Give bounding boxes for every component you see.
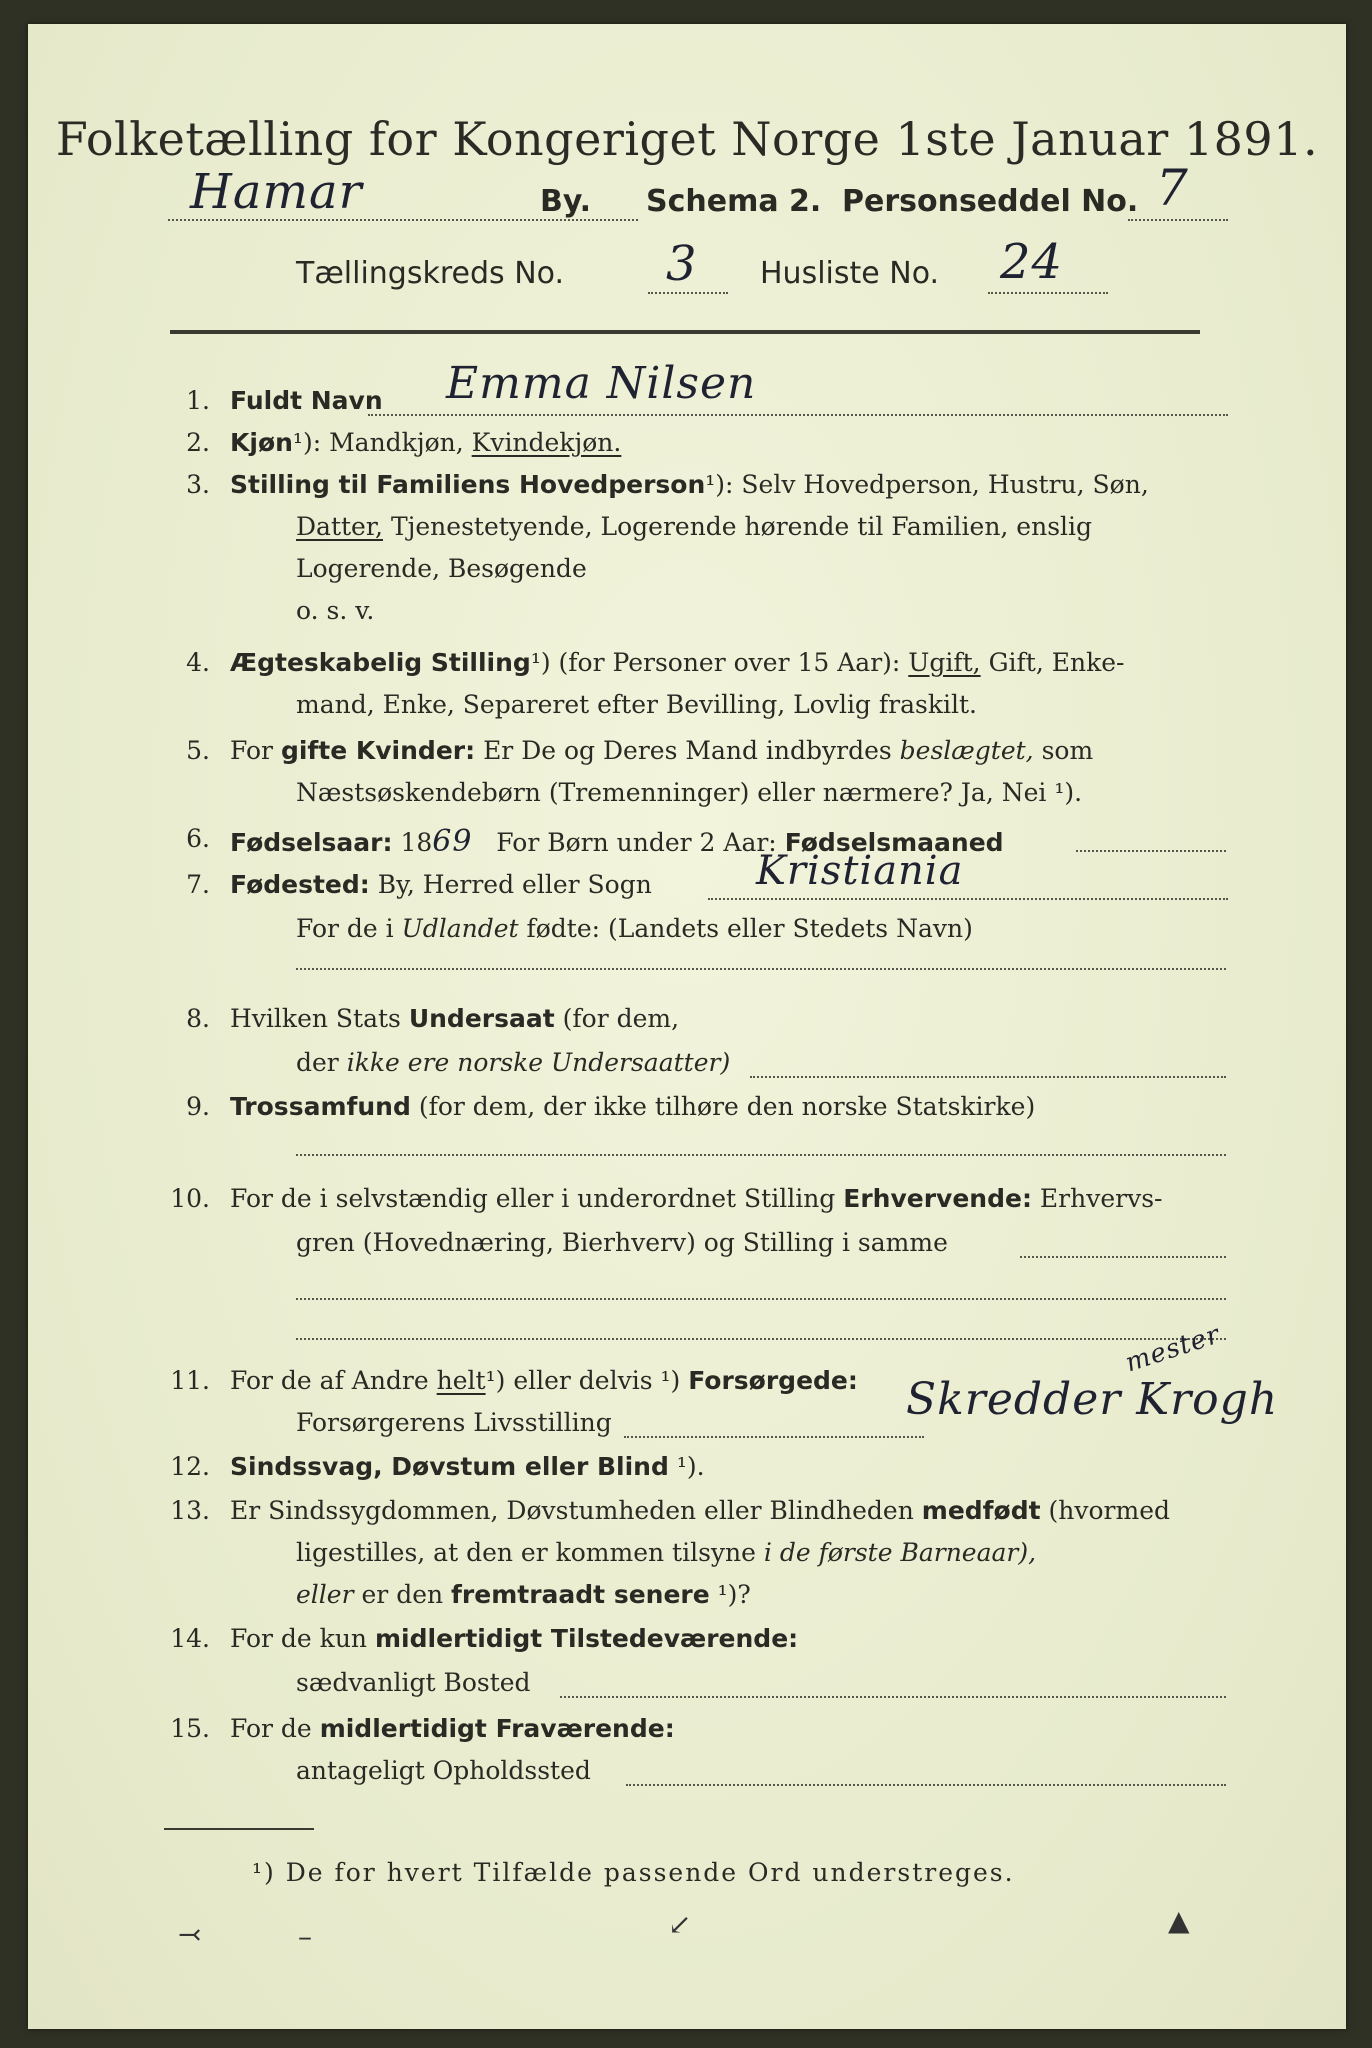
corner-mark-center: ↙ [668,1908,692,1941]
q13-sup: ¹)? [717,1580,751,1609]
q13-row-3 [296,1580,751,1609]
census-form-page [28,24,1346,2029]
q6-label-month: Fødselsmaaned [784,828,1004,857]
q11-dotted-line [624,1436,924,1438]
item-number: 8. [186,1004,210,1033]
q14-dotted-line [560,1696,1226,1698]
q2-label: Kjøn [230,428,293,457]
husliste-dotted-line [988,292,1108,294]
q3-option-datter-underlined: Datter, [296,512,383,541]
item-number: 5. [186,736,210,765]
q5-text-c: som [1041,736,1094,765]
q11-row [230,1366,858,1395]
q9-row [230,1092,1035,1121]
item-number: 15. [170,1714,210,1743]
q10-dotted-line-2 [296,1298,1226,1300]
q8-text-2a: der [296,1048,339,1077]
item-number: 6. [186,824,210,853]
q8-label: Undersaat [408,1004,555,1033]
q11-text-b: ¹) eller delvis ¹) [485,1366,681,1395]
q15-text-2: antageligt Opholdssted [296,1756,591,1785]
q13-text-a: Er Sindssygdommen, Døvstumheden eller Blindheden [230,1496,914,1525]
item-number: 7. [186,870,210,899]
q7-text-2-italic: Udlandet [401,914,519,943]
q9-label: Trossamfund [230,1092,411,1121]
q11-text-a: For de af Andre [230,1366,429,1395]
q6-century: 18 [400,828,433,857]
q4-text-1b: Gift, Enke- [988,648,1125,677]
q2-option-male: Mandkjøn, [329,428,464,457]
q5-label: gifte Kvinder: [280,736,476,765]
q7-text: By, Herred eller Sogn [377,870,652,899]
q3-text-3: Logerende, Besøgende [296,554,587,583]
corner-mark-left: ⤙ [178,1918,202,1951]
item-number: 2. [186,428,210,457]
q11-text-2: Forsørgerens Livsstilling [296,1408,612,1437]
q3-row-2 [296,512,1092,541]
q7-label: Fødested: [230,870,370,899]
q10-text-a: For de i selvstændig eller i underordnet Stilling [230,1184,836,1213]
footnote-rule [164,1828,314,1830]
q13-text-3-italic: eller [296,1580,354,1609]
q15-label: midlertidigt Fraværende: [319,1714,675,1743]
q7-dotted-line [708,898,1228,900]
q4-label: Ægteskabelig Stilling [230,648,531,677]
q7-row [230,870,652,899]
q5-text-italic: beslægtet, [899,736,1034,765]
q2-row [230,428,621,457]
q13-text-2-italic: i de første Barneaar), [763,1538,1037,1567]
footnote: ¹) De for hvert Tilfælde passende Ord understreges. [252,1858,1015,1887]
item-number: 9. [186,1092,210,1121]
q9-dotted-line [296,1154,1226,1156]
q4-option-ugift-underlined: Ugift, [908,648,981,677]
schema-label: Schema 2. [646,184,822,219]
q6-text-mid: For Børn under 2 Aar: [496,828,777,857]
q4-row [230,648,1124,677]
q5-text-a: For [230,736,273,765]
q13-label-2: fremtraadt senere [451,1580,710,1609]
q10-dotted-line-3 [296,1338,1226,1340]
q6-label: Fødselsaar: [230,828,393,857]
husliste-no: 24 [1000,234,1064,290]
q10-label: Erhvervende: [843,1184,1032,1213]
q12-row [230,1452,705,1481]
kreds-no: 3 [666,236,698,292]
q7-answer-place: Kristiania [756,848,964,894]
item-number: 11. [170,1366,210,1395]
q5-row [230,736,1093,765]
q1-label: Fuldt Navn [230,386,383,415]
header-rule [170,330,1200,334]
q10-row [230,1184,1162,1213]
item-number: 10. [170,1184,210,1213]
q13-text-b: (hvormed [1048,1496,1171,1525]
q1-answer-name: Emma Nilsen [446,358,757,409]
q11-label: Forsørgede: [688,1366,858,1395]
form-title: Folketælling for Kongeriget Norge 1ste Januar 1891. [55,112,1319,166]
q8-row-2 [296,1048,730,1077]
kreds-label: Tællingskreds No. [296,256,564,291]
item-number: 13. [170,1496,210,1525]
item-number: 12. [170,1452,210,1481]
q5-text-b: Er De og Deres Mand indbyrdes [483,736,892,765]
q8-dotted-line [750,1076,1226,1078]
by-label: By. [540,184,592,219]
q11-option-helt-underlined: helt [436,1366,486,1395]
q14-row [230,1624,798,1653]
q14-text-a: For de kun [230,1624,368,1653]
q15-dotted-line [626,1784,1226,1786]
q12-label: Sindssvag, Døvstum eller Blind [230,1452,669,1481]
q10-text-2: gren (Hovednæring, Bierhverv) og Stilling i samme [296,1228,948,1257]
item-number: 14. [170,1624,210,1653]
husliste-label: Husliste No. [760,256,940,291]
q2-sup: ¹): [292,428,322,457]
q4-text-2: mand, Enke, Separeret efter Bevilling, Lovlig fraskilt. [296,690,977,719]
q10-dotted-line [1020,1256,1226,1258]
q3-text-4: o. s. v. [296,596,375,625]
q3-text-1: ¹): Selv Hovedperson, Hustru, Søn, [705,470,1149,499]
q15-text-a: For de [230,1714,312,1743]
q1-dotted-line [368,414,1228,416]
q14-text-2: sædvanligt Bosted [296,1668,531,1697]
q10-text-b: Erhvervs- [1039,1184,1163,1213]
q13-row-2 [296,1538,1036,1567]
q9-text: (for dem, der ikke tilhøre den norske Statskirke) [418,1092,1036,1121]
q13-row [230,1496,1170,1525]
item-number: 1. [186,386,210,415]
q3-row [230,470,1149,499]
q11-answer-provider: Skredder Krogh [906,1374,1279,1425]
personseddel-dotted-line [1128,219,1228,221]
personseddel-label: Personseddel No. [842,184,1139,219]
q13-text-2a: ligestilles, at den er kommen tilsyne [296,1538,756,1567]
q8-row [230,1004,679,1033]
q5-text-2: Næstsøskendebørn (Tremenninger) eller nærmere? Ja, Nei ¹). [296,778,1083,807]
q11-answer-superscript: mester [1121,1319,1224,1379]
q13-label: medfødt [921,1496,1041,1525]
personseddel-no: 7 [1156,159,1189,217]
item-number: 3. [186,470,210,499]
q8-text-2-italic: ikke ere norske Undersaatter) [346,1048,731,1077]
q3-label: Stilling til Familiens Hovedperson [230,470,706,499]
kreds-dotted-line [648,292,728,294]
tick-mark: – [298,1920,312,1953]
q3-text-2: Tjenestetyende, Logerende hørende til Familien, enslig [390,512,1093,541]
q8-text-b: (for dem, [562,1004,680,1033]
q12-sup: ¹). [676,1452,705,1481]
q6-year-handwritten: 69 [432,824,473,859]
q7-dotted-line-2 [296,968,1226,970]
q7-text-2a: For de i [296,914,394,943]
item-number: 4. [186,648,210,677]
q13-text-3a: er den [361,1580,444,1609]
q4-text-1: ¹) (for Personer over 15 Aar): [530,648,901,677]
city-handwritten: Hamar [190,164,363,220]
q15-row [230,1714,675,1743]
q2-option-female-underlined: Kvindekjøn. [471,428,622,457]
q6-dotted-line [1076,850,1226,852]
q8-text-a: Hvilken Stats [230,1004,401,1033]
q7-row-2 [296,914,973,943]
q7-text-2b: fødte: (Landets eller Stedets Navn) [526,914,973,943]
q14-label: midlertidigt Tilstedeværende: [374,1624,799,1653]
corner-mark-right: ▲ [1168,1904,1190,1937]
